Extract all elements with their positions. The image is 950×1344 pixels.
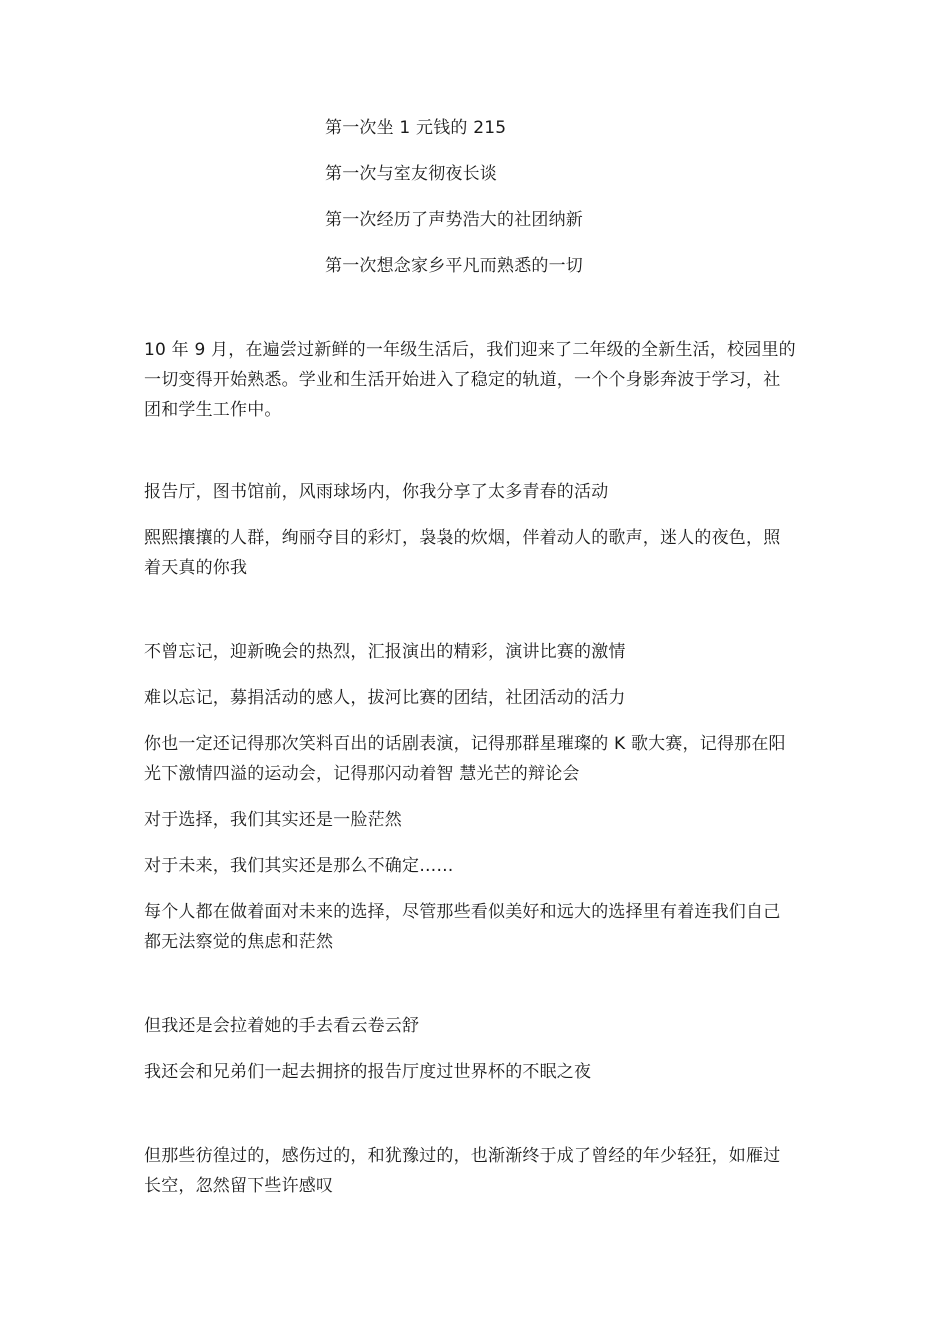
paragraph-line: 对于未来，我们其实还是那么不确定…… bbox=[144, 856, 454, 876]
paragraph-line: 一切变得开始熟悉。学业和生活开始进入了稳定的轨道，一个个身影奔波于学习，社 bbox=[144, 370, 781, 390]
paragraph-line: 着天真的你我 bbox=[144, 558, 248, 578]
paragraph-line: 你也一定还记得那次笑料百出的话剧表演，记得那群星璀璨的 K 歌大赛，记得那在阳 bbox=[144, 734, 786, 754]
paragraph-line: 难以忘记，募捐活动的感人，拔河比赛的团结，社团活动的活力 bbox=[144, 688, 626, 708]
paragraph-line: 我还会和兄弟们一起去拥挤的报告厅度过世界杯的不眠之夜 bbox=[144, 1062, 592, 1082]
intro-line: 第一次与室友彻夜长谈 bbox=[325, 164, 497, 184]
paragraph-line: 10 年 9 月，在遍尝过新鲜的一年级生活后，我们迎来了二年级的全新生活，校园里的 bbox=[144, 340, 796, 360]
intro-line: 第一次坐 1 元钱的 215 bbox=[325, 118, 507, 138]
intro-line: 第一次想念家乡平凡而熟悉的一切 bbox=[325, 256, 583, 276]
paragraph-line: 都无法察觉的焦虑和茫然 bbox=[144, 932, 334, 952]
paragraph-line: 但那些彷徨过的，感伤过的，和犹豫过的，也渐渐终于成了曾经的年少轻狂，如雁过 bbox=[144, 1146, 781, 1166]
paragraph-line: 长空，忽然留下些许感叹 bbox=[144, 1176, 334, 1196]
paragraph-line: 报告厅，图书馆前，风雨球场内，你我分享了太多青春的活动 bbox=[144, 482, 609, 502]
paragraph-line: 对于选择，我们其实还是一脸茫然 bbox=[144, 810, 402, 830]
paragraph-line: 团和学生工作中。 bbox=[144, 400, 282, 420]
paragraph-line: 熙熙攘攘的人群，绚丽夺目的彩灯，袅袅的炊烟，伴着动人的歌声，迷人的夜色，照 bbox=[144, 528, 781, 548]
paragraph-line: 不曾忘记，迎新晚会的热烈，汇报演出的精彩，演讲比赛的激情 bbox=[144, 642, 626, 662]
paragraph-line: 每个人都在做着面对未来的选择，尽管那些看似美好和远大的选择里有着连我们自己 bbox=[144, 902, 781, 922]
paragraph-line: 光下激情四溢的运动会，记得那闪动着智 慧光芒的辩论会 bbox=[144, 764, 580, 784]
paragraph-line: 但我还是会拉着她的手去看云卷云舒 bbox=[144, 1016, 420, 1036]
intro-line: 第一次经历了声势浩大的社团纳新 bbox=[325, 210, 583, 230]
